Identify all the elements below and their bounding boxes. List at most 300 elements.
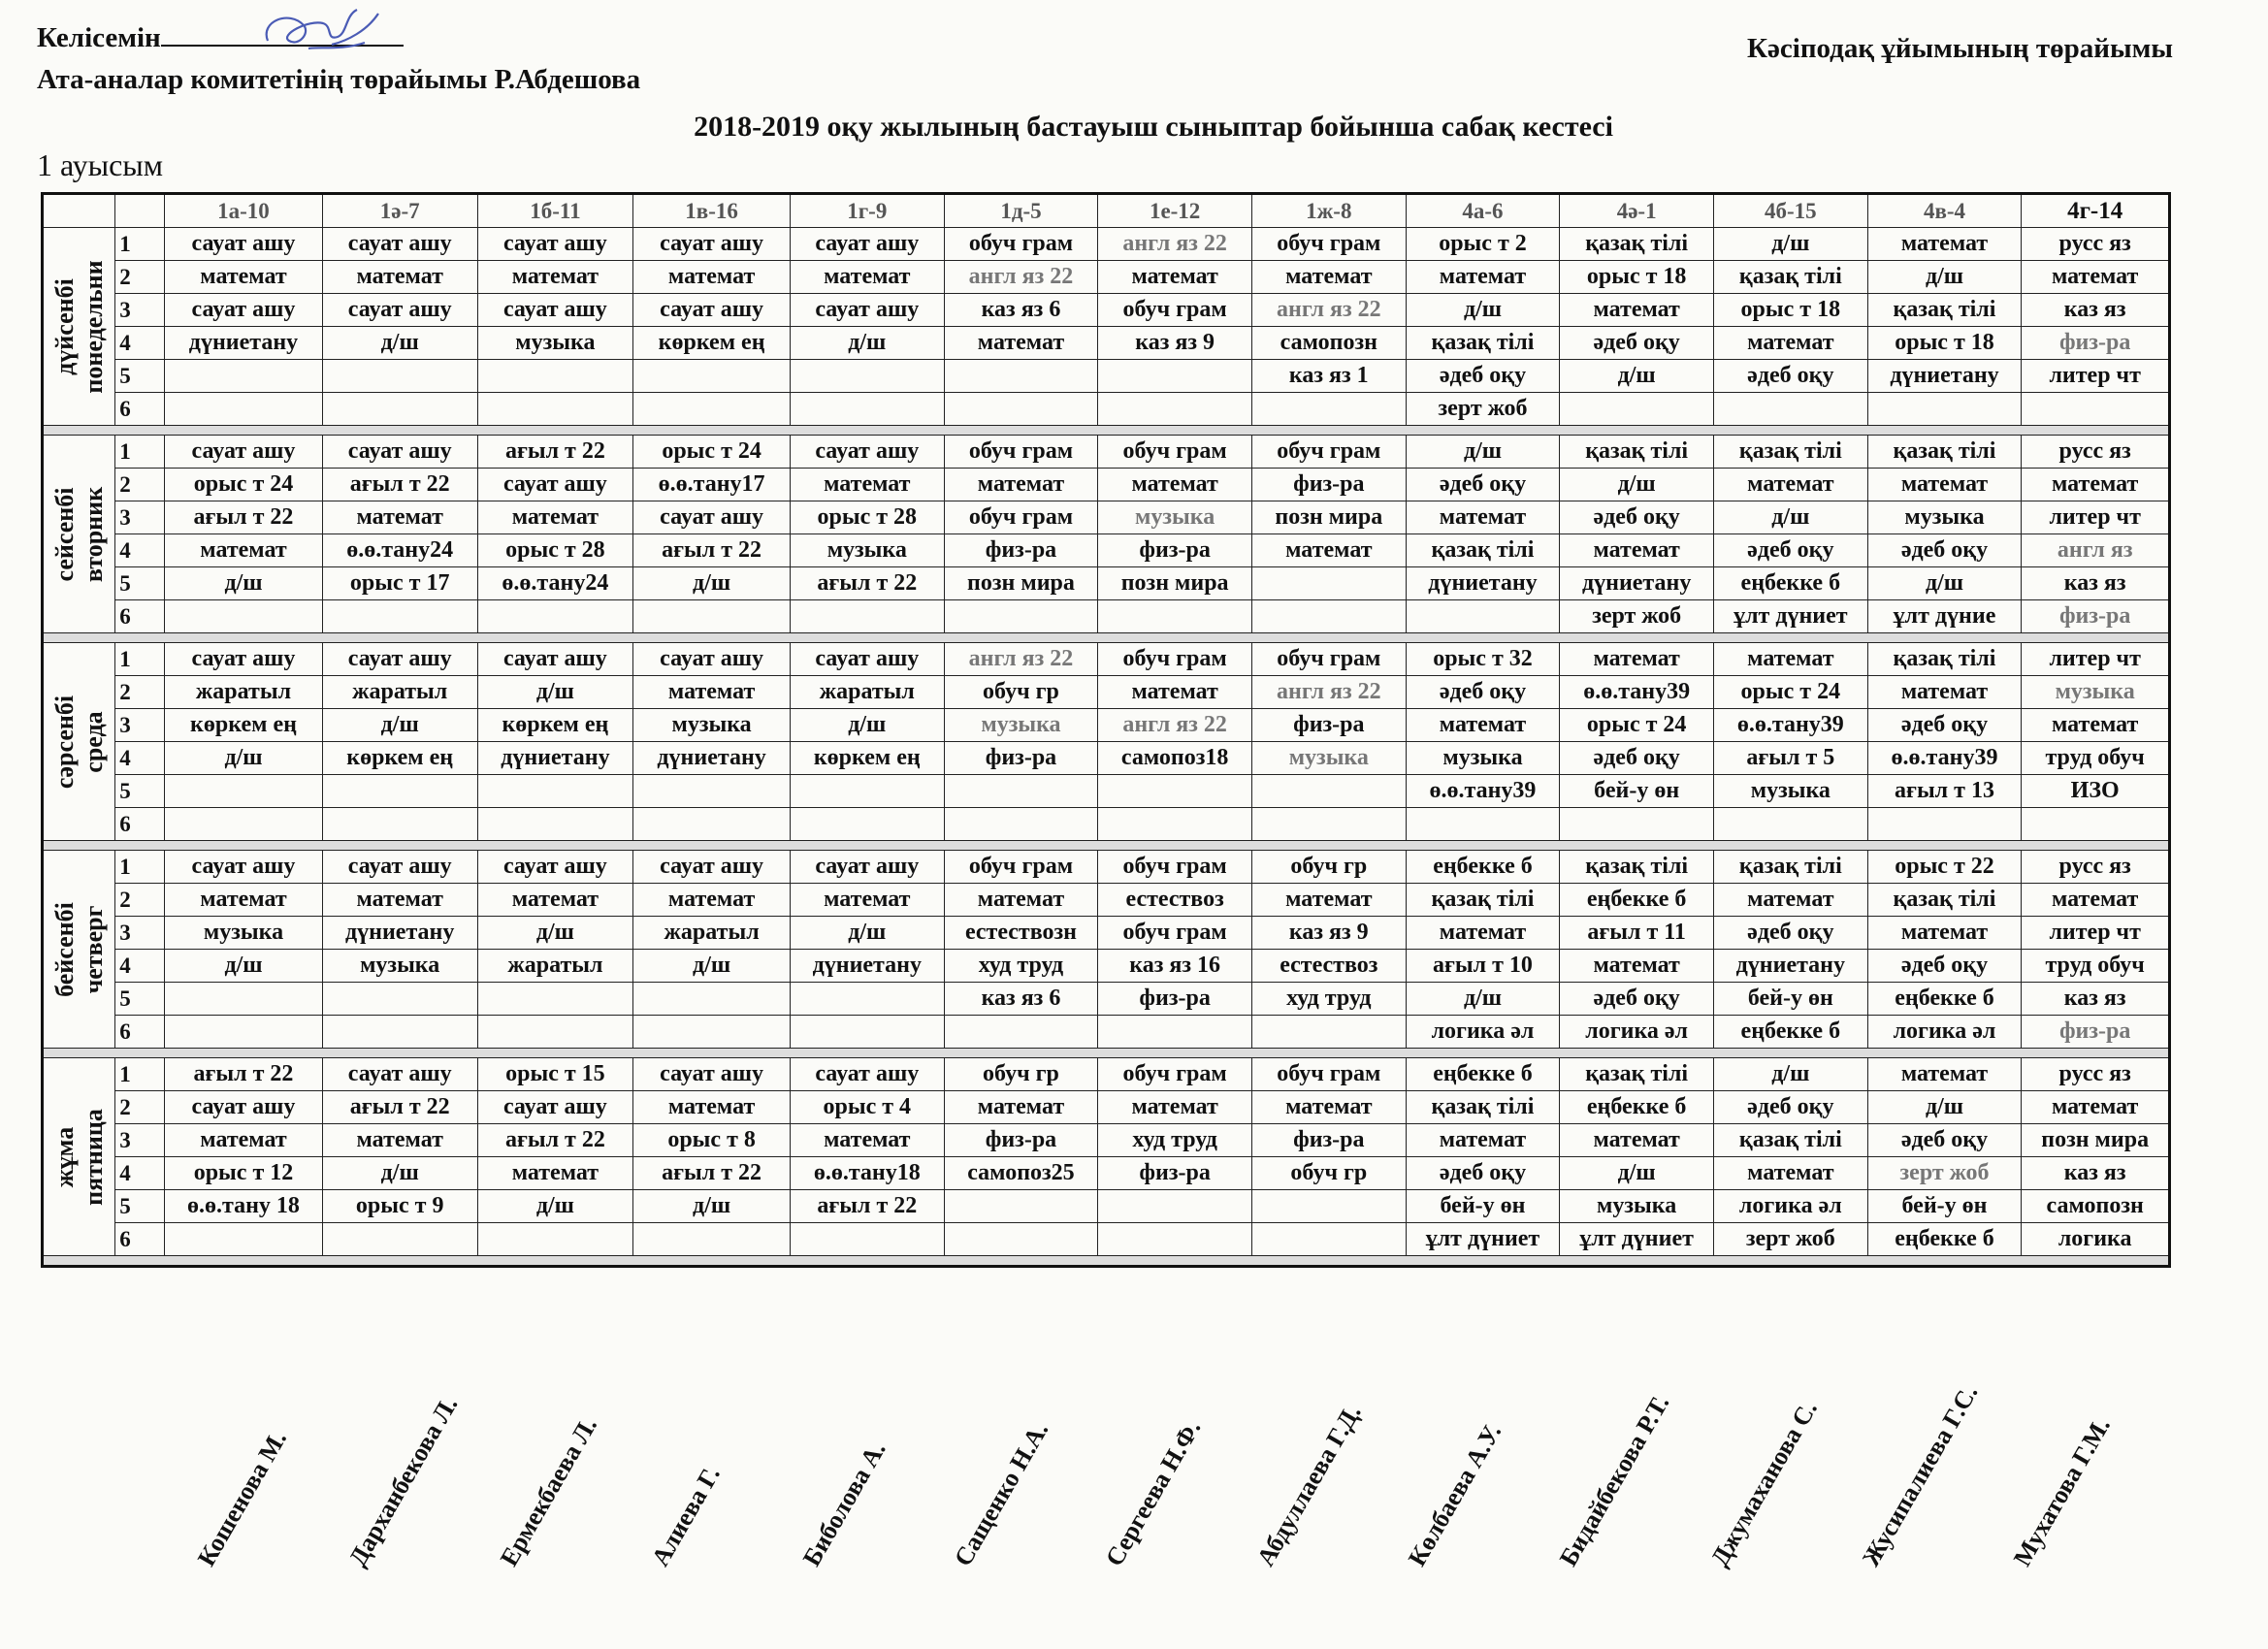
lesson-cell: д/ш (633, 950, 791, 983)
lesson-cell: орыс т 4 (790, 1091, 944, 1124)
lesson-cell: дүниетану (1406, 567, 1560, 600)
lesson-cell (944, 1223, 1098, 1256)
lesson-cell: зерт жоб (1867, 1157, 2022, 1190)
lesson-cell (165, 1016, 323, 1049)
lesson-cell: орыс т 28 (477, 534, 633, 567)
lesson-number: 3 (115, 501, 165, 534)
lesson-cell: қазақ тілі (1867, 643, 2022, 676)
lesson-cell: сауат ашу (165, 643, 323, 676)
lesson-cell (944, 360, 1098, 393)
lesson-cell: математ (1867, 1058, 2022, 1091)
lesson-cell: дүниетану (322, 917, 477, 950)
lesson-cell: математ (2022, 709, 2170, 742)
lesson-cell (1098, 808, 1252, 841)
lesson-cell: музыка (1560, 1190, 1714, 1223)
lesson-cell: сауат ашу (322, 294, 477, 327)
class-header-row (43, 194, 2170, 228)
lesson-number: 4 (115, 1157, 165, 1190)
lesson-cell: математ (1098, 469, 1252, 501)
lesson-row (43, 360, 2170, 393)
lesson-cell: музыка (477, 327, 633, 360)
lesson-cell: физ-ра (1251, 469, 1406, 501)
class-header: 1д-5 (944, 194, 1098, 228)
lesson-cell: самопозн (2022, 1190, 2170, 1223)
lesson-cell: қазақ тілі (1713, 851, 1867, 884)
lesson-cell (1867, 393, 2022, 426)
lesson-cell (944, 775, 1098, 808)
lesson-cell: русс яз (2022, 1058, 2170, 1091)
lesson-cell: орыс т 18 (1560, 261, 1714, 294)
lesson-cell: математ (1867, 676, 2022, 709)
separator-cell (43, 841, 2170, 851)
lesson-cell: музыка (1867, 501, 2022, 534)
lesson-row (43, 950, 2170, 983)
lesson-cell: ұлт дүниет (1713, 600, 1867, 633)
lesson-cell: орыс т 18 (1867, 327, 2022, 360)
lesson-cell (1251, 1190, 1406, 1223)
lesson-cell: еңбекке б (1867, 1223, 2022, 1256)
lesson-cell (477, 600, 633, 633)
lesson-cell: математ (165, 884, 323, 917)
lesson-cell: обуч грам (1098, 851, 1252, 884)
lesson-cell: д/ш (1713, 228, 1867, 261)
day-name-ru: понедельни (79, 259, 108, 394)
lesson-cell (633, 808, 791, 841)
day-separator (43, 1256, 2170, 1267)
lesson-cell: каз яз (2022, 567, 2170, 600)
lesson-cell: д/ш (165, 950, 323, 983)
lesson-row (43, 261, 2170, 294)
lesson-cell: еңбекке б (1560, 1091, 1714, 1124)
lesson-cell (790, 1016, 944, 1049)
lesson-cell: сауат ашу (477, 643, 633, 676)
lesson-cell: англ яз 22 (1251, 294, 1406, 327)
class-header: 1ж-8 (1251, 194, 1406, 228)
lesson-cell: математ (1251, 261, 1406, 294)
lesson-row (43, 1091, 2170, 1124)
teacher-name: Алиева Г. (646, 1461, 726, 1571)
lesson-row (43, 1058, 2170, 1091)
lesson-cell: д/ш (1406, 983, 1560, 1016)
lesson-cell: әдеб оқу (1560, 327, 1714, 360)
lesson-cell: д/ш (1713, 501, 1867, 534)
lesson-cell: ө.ө.тану17 (633, 469, 791, 501)
lesson-cell: обуч гр (1251, 851, 1406, 884)
day-name-kz: дүйсенбі (49, 277, 79, 375)
lesson-cell: физ-ра (1098, 1157, 1252, 1190)
lesson-cell: обуч гр (944, 676, 1098, 709)
day-label (43, 643, 115, 841)
lesson-cell: ағыл т 22 (477, 436, 633, 469)
lesson-cell: орыс т 15 (477, 1058, 633, 1091)
lesson-row (43, 228, 2170, 261)
lesson-cell: д/ш (477, 676, 633, 709)
lesson-cell: математ (633, 1091, 791, 1124)
lesson-cell: д/ш (1560, 360, 1714, 393)
lesson-cell: математ (1713, 469, 1867, 501)
lesson-cell: қазақ тілі (1713, 436, 1867, 469)
lesson-cell: англ яз 22 (1098, 709, 1252, 742)
lesson-cell: обуч грам (944, 228, 1098, 261)
class-header: 4ә-1 (1560, 194, 1714, 228)
lesson-cell: дүниетану (1867, 360, 2022, 393)
separator-cell (43, 633, 2170, 643)
lesson-number: 6 (115, 1223, 165, 1256)
lesson-cell: орыс т 24 (1713, 676, 1867, 709)
lesson-row (43, 327, 2170, 360)
lesson-cell: сауат ашу (790, 643, 944, 676)
lesson-cell (477, 775, 633, 808)
lesson-cell: математ (477, 261, 633, 294)
lesson-cell (1251, 1016, 1406, 1049)
lesson-cell (477, 393, 633, 426)
lesson-cell: сауат ашу (322, 436, 477, 469)
lesson-cell: орыс т 24 (633, 436, 791, 469)
teacher-name: Көлбаева А.У. (1403, 1418, 1507, 1571)
lesson-cell: ұлт дүние (1867, 600, 2022, 633)
lesson-cell: каз яз (2022, 1157, 2170, 1190)
lesson-cell: әдеб оқу (1713, 534, 1867, 567)
day-name-kz: бейсенбі (49, 901, 79, 997)
day-name-kz: сәрсенбі (49, 695, 79, 789)
teacher-name: Жусипалиева Г.С. (1857, 1379, 1984, 1571)
teacher-name: Мухатова Г.М. (2008, 1412, 2116, 1571)
lesson-cell: ө.ө.тану 18 (165, 1190, 323, 1223)
lesson-cell: каз яз 1 (1251, 360, 1406, 393)
lesson-cell: еңбекке б (1867, 983, 2022, 1016)
lesson-cell: еңбекке б (1713, 1016, 1867, 1049)
lesson-cell: математ (1098, 1091, 1252, 1124)
lesson-row (43, 808, 2170, 841)
approval-label: Келісемін (37, 22, 161, 53)
lesson-cell: математ (1251, 884, 1406, 917)
lesson-cell: сауат ашу (477, 228, 633, 261)
lesson-cell: қазақ тілі (1867, 436, 2022, 469)
teacher-name: Бидайбекова Р.Т. (1554, 1390, 1675, 1571)
lesson-cell: математ (2022, 261, 2170, 294)
lesson-cell: математ (322, 261, 477, 294)
lesson-cell (790, 1223, 944, 1256)
day-name-ru: вторник (79, 486, 108, 582)
lesson-cell: д/ш (1406, 294, 1560, 327)
lesson-cell: д/ш (790, 709, 944, 742)
lesson-cell: ағыл т 11 (1560, 917, 1714, 950)
lesson-cell: математ (2022, 1091, 2170, 1124)
lesson-number: 5 (115, 983, 165, 1016)
teacher-name: Джумаханова С. (1705, 1395, 1823, 1571)
lesson-cell (477, 808, 633, 841)
lesson-row (43, 983, 2170, 1016)
lesson-cell: обуч грам (1098, 1058, 1252, 1091)
lesson-cell: әдеб оқу (1560, 501, 1714, 534)
lesson-cell: англ яз 22 (944, 261, 1098, 294)
lesson-cell (322, 1223, 477, 1256)
lesson-cell: қазақ тілі (1867, 294, 2022, 327)
teacher-name: Сергеева Н.Ф. (1100, 1414, 1207, 1571)
lesson-cell: еңбекке б (1406, 851, 1560, 884)
lesson-cell: қазақ тілі (1560, 851, 1714, 884)
lesson-row (43, 676, 2170, 709)
lesson-number: 6 (115, 393, 165, 426)
class-header: 4б-15 (1713, 194, 1867, 228)
lesson-cell: көркем ең (165, 709, 323, 742)
lesson-cell: англ яз 22 (944, 643, 1098, 676)
class-header: 4а-6 (1406, 194, 1560, 228)
lesson-cell (633, 1016, 791, 1049)
lesson-number: 1 (115, 436, 165, 469)
lesson-cell: математ (1560, 534, 1714, 567)
lesson-cell: ұлт дүниет (1406, 1223, 1560, 1256)
lesson-cell: қазақ тілі (1560, 1058, 1714, 1091)
lesson-cell: орыс т 17 (322, 567, 477, 600)
lesson-cell (790, 600, 944, 633)
lesson-cell: позн мира (1098, 567, 1252, 600)
header-blank (115, 194, 165, 228)
lesson-row (43, 567, 2170, 600)
lesson-cell: сауат ашу (790, 436, 944, 469)
lesson-cell: қазақ тілі (1713, 1124, 1867, 1157)
lesson-cell: литер чт (2022, 917, 2170, 950)
lesson-cell (790, 775, 944, 808)
teacher-name: Ермекбаева Л. (495, 1412, 603, 1571)
lesson-number: 1 (115, 228, 165, 261)
lesson-cell: логика әл (1867, 1016, 2022, 1049)
lesson-cell: сауат ашу (633, 851, 791, 884)
teacher-name: Кошенова М. (192, 1425, 293, 1571)
lesson-cell: орыс т 8 (633, 1124, 791, 1157)
lesson-cell (477, 1223, 633, 1256)
lesson-cell: русс яз (2022, 436, 2170, 469)
lesson-cell: физ-ра (2022, 600, 2170, 633)
lesson-cell: каз яз 6 (944, 294, 1098, 327)
lesson-cell (165, 393, 323, 426)
lesson-cell: математ (790, 261, 944, 294)
lesson-row (43, 851, 2170, 884)
lesson-cell (944, 600, 1098, 633)
lesson-cell (2022, 808, 2170, 841)
lesson-cell: ұлт дүниет (1560, 1223, 1714, 1256)
lesson-cell: д/ш (322, 327, 477, 360)
lesson-cell: музыка (1251, 742, 1406, 775)
lesson-cell: музыка (790, 534, 944, 567)
lesson-cell: музыка (1406, 742, 1560, 775)
lesson-number: 3 (115, 917, 165, 950)
lesson-cell (790, 360, 944, 393)
lesson-cell (322, 983, 477, 1016)
lesson-cell: математ (944, 469, 1098, 501)
lesson-cell: зерт жоб (1560, 600, 1714, 633)
lesson-cell: обуч гр (1251, 1157, 1406, 1190)
lesson-cell: әдеб оқу (1560, 742, 1714, 775)
lesson-cell: орыс т 24 (165, 469, 323, 501)
lesson-cell: обуч грам (944, 436, 1098, 469)
lesson-cell: физ-ра (1098, 534, 1252, 567)
lesson-row (43, 775, 2170, 808)
lesson-cell: бей-у өн (1867, 1190, 2022, 1223)
lesson-cell: ө.ө.тану39 (1713, 709, 1867, 742)
lesson-cell: жаратыл (790, 676, 944, 709)
lesson-cell: самопоз18 (1098, 742, 1252, 775)
lesson-cell: сауат ашу (165, 294, 323, 327)
committee-chair: Ата-аналар комитетінің төрайымы Р.Абдешова (37, 64, 641, 95)
lesson-cell: д/ш (1867, 1091, 2022, 1124)
lesson-cell: орыс т 32 (1406, 643, 1560, 676)
lesson-cell: орыс т 28 (790, 501, 944, 534)
lesson-cell (1251, 775, 1406, 808)
lesson-cell: сауат ашу (790, 228, 944, 261)
lesson-cell: математ (1867, 228, 2022, 261)
lesson-cell: математ (477, 1157, 633, 1190)
lesson-cell (322, 808, 477, 841)
lesson-cell: ағыл т 22 (633, 534, 791, 567)
lesson-cell: математ (790, 884, 944, 917)
lesson-cell: дүниетану (165, 327, 323, 360)
lesson-row (43, 1157, 2170, 1190)
separator-cell (43, 1049, 2170, 1058)
lesson-cell: естествоз (1098, 884, 1252, 917)
separator-cell (43, 1256, 2170, 1267)
lesson-cell: жаратыл (477, 950, 633, 983)
lesson-cell: қазақ тілі (1406, 534, 1560, 567)
lesson-cell: позн мира (944, 567, 1098, 600)
day-name-kz: сейсенбі (49, 487, 79, 581)
lesson-cell: д/ш (633, 1190, 791, 1223)
lesson-cell (1560, 393, 1714, 426)
lesson-cell: ИЗО (2022, 775, 2170, 808)
lesson-cell: орыс т 18 (1713, 294, 1867, 327)
lesson-cell: литер чт (2022, 360, 2170, 393)
lesson-cell: д/ш (477, 917, 633, 950)
day-separator (43, 841, 2170, 851)
lesson-cell: математ (477, 501, 633, 534)
day-name-ru: четверг (79, 905, 108, 993)
lesson-cell: сауат ашу (633, 501, 791, 534)
lesson-cell: математ (322, 1124, 477, 1157)
lesson-cell: ағыл т 5 (1713, 742, 1867, 775)
lesson-cell: физ-ра (1098, 983, 1252, 1016)
lesson-cell: русс яз (2022, 851, 2170, 884)
lesson-cell: сауат ашу (477, 851, 633, 884)
lesson-cell: музыка (2022, 676, 2170, 709)
lesson-cell (1251, 808, 1406, 841)
lesson-cell: бей-у өн (1560, 775, 1714, 808)
lesson-cell: зерт жоб (1713, 1223, 1867, 1256)
lesson-cell: әдеб оқу (1713, 360, 1867, 393)
lesson-cell (944, 808, 1098, 841)
lesson-cell: ө.ө.тану39 (1406, 775, 1560, 808)
lesson-cell: көркем ең (322, 742, 477, 775)
lesson-number: 4 (115, 742, 165, 775)
lesson-cell: дүниетану (633, 742, 791, 775)
lesson-cell: жаратыл (165, 676, 323, 709)
lesson-cell: жаратыл (322, 676, 477, 709)
lesson-number: 3 (115, 294, 165, 327)
lesson-number: 4 (115, 327, 165, 360)
lesson-cell: орыс т 2 (1406, 228, 1560, 261)
lesson-cell: худ труд (1251, 983, 1406, 1016)
lesson-cell: сауат ашу (322, 228, 477, 261)
shift-label: 1 ауысым (37, 147, 164, 182)
document-title: 2018-2019 оқу жылының бастауыш сыныптар бойынша сабақ кестесі (694, 111, 1613, 143)
lesson-cell: математ (1098, 261, 1252, 294)
lesson-cell: естествоз (1251, 950, 1406, 983)
lesson-cell: физ-ра (2022, 1016, 2170, 1049)
lesson-cell: көркем ең (633, 327, 791, 360)
lesson-cell: ағыл т 22 (477, 1124, 633, 1157)
lesson-row (43, 1016, 2170, 1049)
lesson-cell (322, 1016, 477, 1049)
lesson-cell: математ (944, 327, 1098, 360)
lesson-number: 5 (115, 360, 165, 393)
lesson-cell: әдеб оқу (1406, 360, 1560, 393)
lesson-cell: ағыл т 22 (165, 501, 323, 534)
lesson-cell: самопоз25 (944, 1157, 1098, 1190)
lesson-cell (322, 600, 477, 633)
lesson-cell: англ яз 22 (1098, 228, 1252, 261)
class-header: 1е-12 (1098, 194, 1252, 228)
lesson-cell: логика әл (1713, 1190, 1867, 1223)
class-header: 1г-9 (790, 194, 944, 228)
lesson-cell: сауат ашу (477, 294, 633, 327)
lesson-cell: математ (1098, 676, 1252, 709)
lesson-cell: худ труд (944, 950, 1098, 983)
lesson-cell: литер чт (2022, 643, 2170, 676)
lesson-cell: еңбекке б (1560, 884, 1714, 917)
lesson-cell (477, 1016, 633, 1049)
lesson-cell: әдеб оқу (1867, 534, 2022, 567)
lesson-cell: музыка (165, 917, 323, 950)
lesson-cell: д/ш (477, 1190, 633, 1223)
lesson-cell: сауат ашу (790, 851, 944, 884)
lesson-row (43, 742, 2170, 775)
lesson-number: 5 (115, 775, 165, 808)
lesson-cell: труд обуч (2022, 950, 2170, 983)
lesson-cell: литер чт (2022, 501, 2170, 534)
lesson-cell (790, 808, 944, 841)
lesson-row (43, 534, 2170, 567)
separator-cell (43, 426, 2170, 436)
day-separator (43, 1049, 2170, 1058)
lesson-cell: қазақ тілі (1406, 327, 1560, 360)
lesson-row (43, 294, 2170, 327)
lesson-cell: каз яз (2022, 983, 2170, 1016)
day-name-ru: среда (79, 710, 108, 773)
lesson-cell: физ-ра (944, 534, 1098, 567)
lesson-cell (1098, 1016, 1252, 1049)
lesson-cell (2022, 393, 2170, 426)
lesson-cell: математ (633, 884, 791, 917)
lesson-cell: физ-ра (1251, 1124, 1406, 1157)
lesson-row (43, 469, 2170, 501)
lesson-cell: сауат ашу (633, 294, 791, 327)
lesson-cell: сауат ашу (477, 469, 633, 501)
lesson-cell (633, 1223, 791, 1256)
lesson-cell: математ (1406, 709, 1560, 742)
lesson-cell: обуч грам (1251, 1058, 1406, 1091)
teacher-name: Биболова А. (797, 1436, 891, 1571)
lesson-cell: физ-ра (944, 742, 1098, 775)
lesson-cell: бей-у өн (1713, 983, 1867, 1016)
lesson-cell (1251, 393, 1406, 426)
lesson-cell: математ (944, 1091, 1098, 1124)
lesson-number: 3 (115, 709, 165, 742)
lesson-cell: әдеб оқу (1560, 983, 1714, 1016)
lesson-cell: д/ш (165, 567, 323, 600)
lesson-cell: әдеб оқу (1406, 1157, 1560, 1190)
lesson-cell (1251, 1223, 1406, 1256)
lesson-cell: математ (2022, 469, 2170, 501)
lesson-cell: обуч грам (944, 501, 1098, 534)
